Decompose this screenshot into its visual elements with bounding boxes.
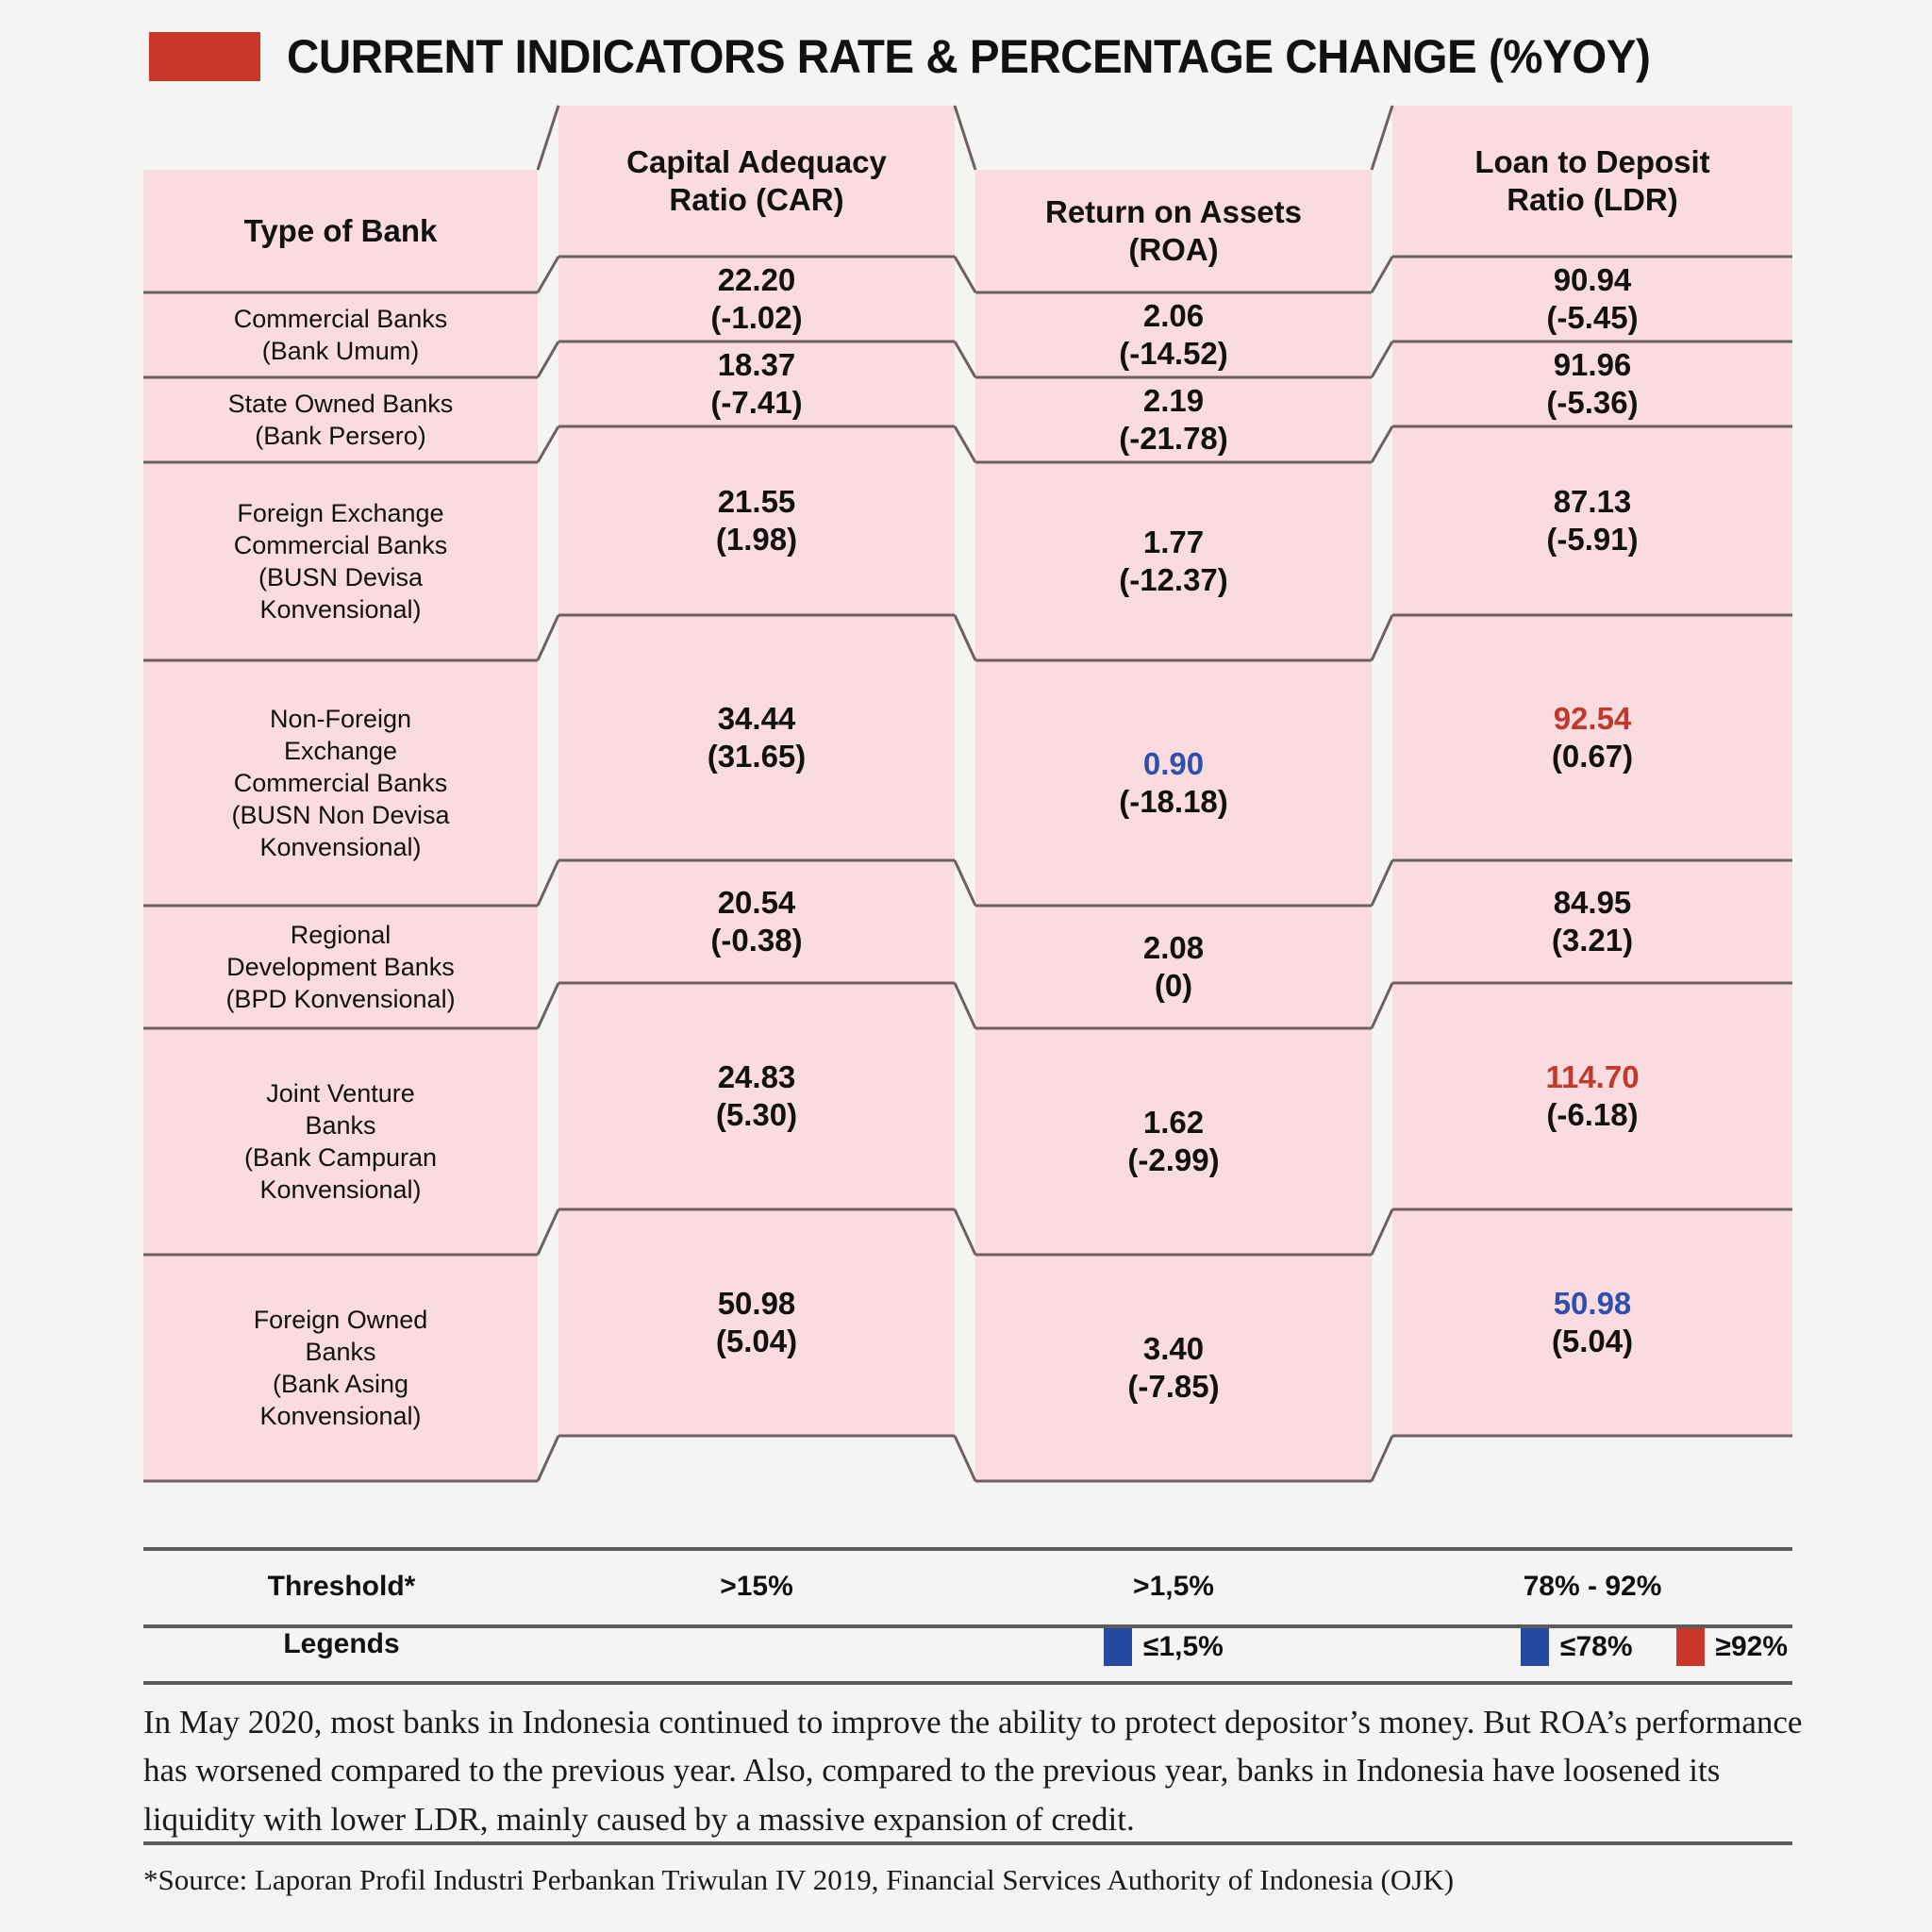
zigzag-connector [538, 257, 558, 292]
ldr-change: (-5.45) [1546, 300, 1639, 335]
column-header-line: Return on Assets [1045, 193, 1302, 229]
roa-value: 3.40 [1142, 1330, 1205, 1366]
car-change: (-7.41) [710, 385, 803, 420]
roa-change: (-12.37) [1119, 562, 1228, 597]
bank-name-line: Banks [305, 1110, 376, 1140]
legend-label: ≤1,5% [1143, 1631, 1224, 1662]
zigzag-connector [538, 615, 558, 660]
car-value: 22.20 [717, 261, 796, 297]
bank-name-line: (BPD Konvensional) [225, 985, 456, 1013]
roa-value: 2.19 [1142, 382, 1205, 418]
ldr-value: 90.94 [1553, 261, 1632, 297]
bank-name-line: Development Banks [226, 952, 455, 981]
legends-roa-group [1104, 1628, 1256, 1666]
bank-name-line: Konvensional) [259, 595, 422, 625]
car-value: 34.44 [717, 700, 796, 736]
threshold-roa-value: >1,5% [1133, 1571, 1214, 1602]
threshold-ldr-value: 78% - 92% [1523, 1571, 1662, 1602]
legend-blue-swatch-icon [1104, 1628, 1132, 1666]
roa-value: 1.77 [1142, 524, 1205, 559]
roa-change: (-7.85) [1127, 1369, 1220, 1404]
bank-name-line: (Bank Persero) [255, 422, 426, 450]
ldr-change: (3.21) [1551, 923, 1634, 958]
car-value: 24.83 [717, 1058, 796, 1094]
roa-change: (0) [1154, 968, 1193, 1003]
zigzag-connector [955, 1209, 975, 1255]
zigzag-connector [1372, 257, 1392, 292]
bank-name-line: Konvensional) [259, 1175, 422, 1205]
column-header-line: Loan to Deposit [1474, 143, 1710, 179]
legends-label: Legends [283, 1628, 400, 1659]
zigzag-connector [538, 983, 558, 1028]
ldr-change: (5.04) [1551, 1324, 1634, 1358]
car-change: (31.65) [707, 739, 807, 774]
bank-name-line: Commercial Banks [233, 304, 448, 333]
zigzag-connector [538, 341, 558, 377]
ldr-value: 91.96 [1553, 346, 1632, 382]
bank-name-line: Commercial Banks [233, 768, 448, 797]
roa-value: 2.06 [1142, 297, 1205, 333]
zigzag-connector [1372, 426, 1392, 462]
bank-name-line: (BUSN Non Devisa [231, 801, 450, 829]
column-header-line: Type of Bank [243, 212, 438, 248]
zigzag-connector [1372, 860, 1392, 906]
ldr-value: 87.13 [1553, 483, 1632, 519]
bank-name-line: Exchange [283, 736, 398, 765]
bank-name-line: (BUSN Devisa [258, 563, 424, 591]
column-header-line: Ratio (LDR) [1507, 182, 1678, 217]
car-value: 21.55 [717, 483, 796, 519]
roa-change: (-21.78) [1119, 421, 1228, 456]
column-fill-1 [558, 106, 955, 1436]
zigzag-connector [538, 860, 558, 906]
zigzag-connector [538, 1209, 558, 1255]
source-note: *Source: Laporan Profil Industri Perbankan Triwulan IV 2019, Financial Services Authority of Indonesia (OJK) [143, 1863, 1455, 1896]
zigzag-connector [955, 257, 975, 292]
bank-name-line: (Bank Asing [272, 1370, 409, 1398]
zigzag-connector-top [538, 106, 558, 170]
column-header-line: Ratio (CAR) [669, 182, 844, 217]
column-fill-0 [143, 170, 538, 1481]
bank-name-line: Konvensional) [259, 833, 422, 862]
legend-label: ≤78% [1560, 1631, 1633, 1662]
threshold-car-value: >15% [720, 1571, 793, 1602]
zigzag-connector [955, 860, 975, 906]
ldr-value: 50.98 [1553, 1285, 1632, 1321]
ldr-change: (-5.91) [1546, 522, 1639, 557]
legends-ldr-group [1521, 1628, 1820, 1666]
bank-name-line: Commercial Banks [233, 530, 448, 559]
ldr-change: (-5.36) [1546, 385, 1639, 420]
bank-name-line: Joint Venture [266, 1078, 415, 1108]
column-header-line: Capital Adequacy [626, 143, 887, 179]
zigzag-connector [955, 1436, 975, 1481]
bank-name-line: Foreign Owned [253, 1305, 428, 1334]
bank-name-line: (Bank Umum) [261, 337, 420, 365]
zigzag-connector [955, 341, 975, 377]
car-change: (1.98) [715, 522, 798, 557]
zigzag-connector [538, 1436, 558, 1481]
column-header-line: (ROA) [1128, 232, 1219, 267]
roa-value: 1.62 [1142, 1104, 1205, 1140]
bank-name-line: (Bank Campuran [243, 1143, 438, 1172]
roa-change: (-14.52) [1119, 336, 1228, 371]
threshold-top-rule [143, 1547, 1792, 1551]
column-fill-3 [1392, 106, 1792, 1436]
legend-label: ≥92% [1715, 1631, 1789, 1662]
zigzag-connector [1372, 983, 1392, 1028]
legend-blue-swatch-icon [1521, 1628, 1549, 1666]
zigzag-connector [1372, 341, 1392, 377]
car-value: 20.54 [717, 884, 796, 920]
ldr-value: 92.54 [1553, 700, 1632, 736]
ldr-value: 114.70 [1545, 1058, 1640, 1094]
zigzag-connector [1372, 1436, 1392, 1481]
bank-name-line: Foreign Exchange [237, 498, 444, 527]
zigzag-connector [955, 426, 975, 462]
roa-change: (-2.99) [1127, 1142, 1220, 1177]
threshold-label: Threshold* [267, 1571, 416, 1602]
roa-change: (-18.18) [1119, 784, 1228, 819]
ldr-change: (-6.18) [1546, 1097, 1639, 1132]
zigzag-connector-top [1372, 106, 1392, 170]
zigzag-connector [1372, 1209, 1392, 1255]
bank-name-line: Banks [305, 1337, 376, 1366]
car-change: (5.04) [715, 1324, 798, 1358]
car-value: 50.98 [717, 1285, 796, 1321]
car-change: (-1.02) [710, 300, 803, 335]
bank-name-line: State Owned Banks [227, 389, 454, 418]
bank-name-line: Non-Foreign [269, 704, 412, 733]
summary-paragraph: In May 2020, most banks in Indonesia continued to improve the ability to protect depositor’s money. But ROA’s performance has worsened compared to the previous year. Also, compared to the previous year, banks in Indonesia have loosened its liquidity with lower LDR, mainly caused by a massive expansion of credit. [143, 1704, 1803, 1838]
roa-value: 2.08 [1142, 929, 1205, 965]
zigzag-connector [955, 983, 975, 1028]
ldr-value: 84.95 [1553, 884, 1632, 920]
car-value: 18.37 [717, 346, 796, 382]
roa-value: 0.90 [1142, 745, 1205, 781]
bank-name-line: Konvensional) [259, 1402, 422, 1431]
legend-red-swatch-icon [1676, 1628, 1705, 1666]
bank-name-line: Regional [290, 920, 391, 949]
legends-bottom-rule [143, 1681, 1792, 1685]
car-change: (-0.38) [710, 923, 803, 958]
zigzag-connector-top [955, 106, 975, 170]
column-fill-2 [975, 170, 1372, 1481]
ldr-change: (0.67) [1551, 739, 1634, 774]
zigzag-connector [955, 615, 975, 660]
page-title: CURRENT INDICATORS RATE & PERCENTAGE CHANGE (%YOY) [287, 30, 1651, 83]
zigzag-connector [538, 426, 558, 462]
zigzag-connector [1372, 615, 1392, 660]
car-change: (5.30) [715, 1097, 798, 1132]
